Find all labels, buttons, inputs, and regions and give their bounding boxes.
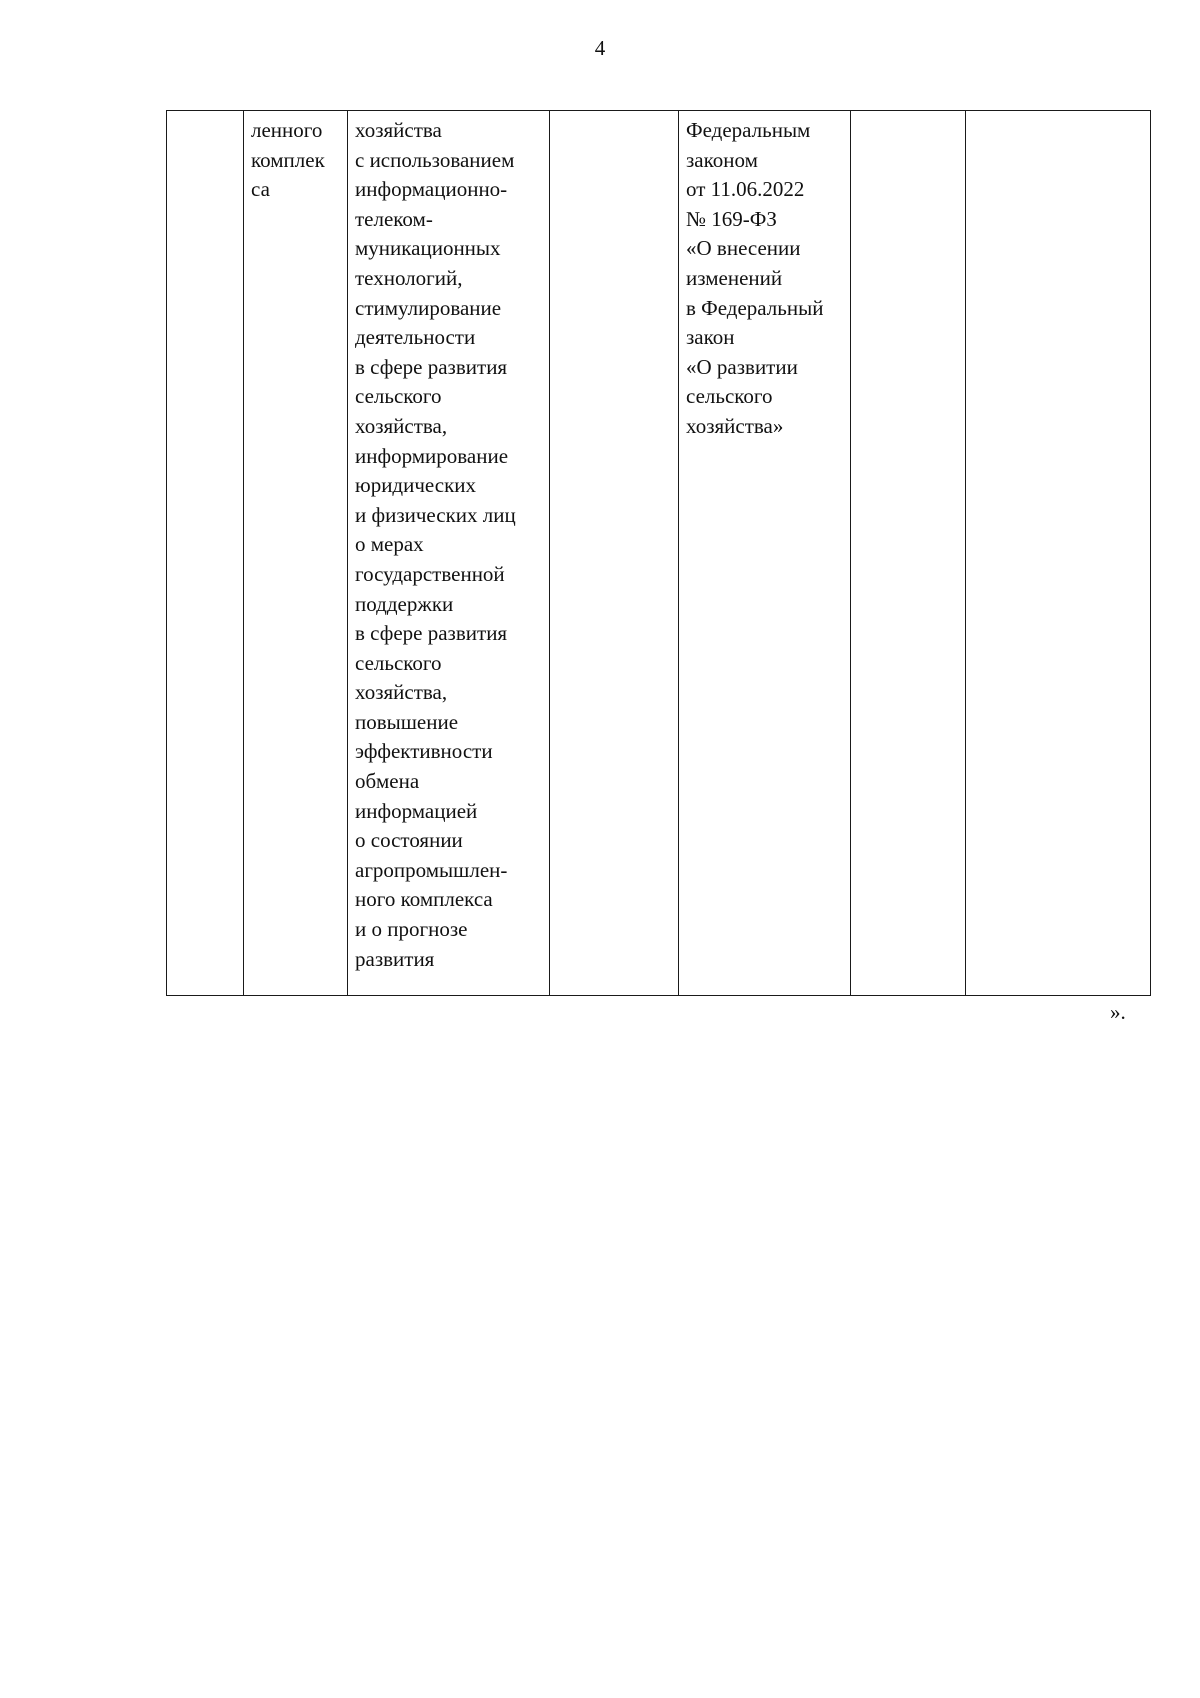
cell-text-line: агропромышлен- — [355, 857, 508, 882]
cell-text-line: технологий, — [355, 265, 463, 290]
cell-text-line: са — [251, 177, 270, 202]
table-cell-col1 — [167, 111, 244, 996]
cell-text-line: от 11.06.2022 — [686, 177, 805, 202]
document-table — [166, 110, 1151, 996]
cell-text-line: в сфере развития — [355, 354, 508, 379]
cell-text-line: «О развитии — [686, 354, 798, 379]
cell-text-line: юридических — [355, 473, 477, 498]
cell-text-line: развития — [355, 946, 435, 971]
cell-text-line: о состоянии — [355, 828, 463, 853]
table-cell-col3 — [348, 111, 550, 996]
table-row — [167, 111, 1151, 996]
table-cell-col5 — [679, 111, 851, 996]
cell-text-line: сельского — [355, 384, 442, 409]
table-cell-col2 — [244, 111, 348, 996]
table-cell-col6 — [851, 111, 966, 996]
closing-quote: ». — [1110, 1000, 1126, 1024]
cell-text-line: хозяйства» — [686, 413, 784, 438]
page-number: 4 — [594, 36, 606, 60]
cell-text-line: изменений — [686, 265, 783, 290]
cell-text-line: хозяйства, — [355, 680, 448, 705]
cell-text-line: хозяйства, — [355, 413, 448, 438]
cell-text-line: в Федеральный — [686, 295, 824, 320]
cell-text-line: повышение — [355, 709, 459, 734]
cell-text-line: закон — [686, 325, 735, 350]
cell-text-line: информирование — [355, 443, 509, 468]
cell-text-line: № 169-ФЗ — [686, 206, 777, 231]
cell-text-line: с использованием — [355, 147, 515, 172]
cell-text-line: деятельности — [355, 325, 476, 350]
cell-text-line: ленного — [251, 118, 323, 142]
cell-text-line: Федеральным — [686, 118, 811, 142]
cell-text-line: телеком- — [355, 206, 433, 231]
cell-text-line: и физических лиц — [355, 502, 516, 527]
cell-text-line: в сфере развития — [355, 621, 508, 646]
cell-text-line: обмена — [355, 769, 420, 794]
table-cell-col4 — [550, 111, 679, 996]
table-cell-col7 — [966, 111, 1151, 996]
cell-text-line: законом — [686, 147, 758, 172]
cell-text-line: комплек — [251, 147, 325, 172]
cell-text-line: эффективности — [355, 739, 493, 764]
cell-text-line: хозяйства — [355, 118, 442, 142]
cell-text-line: информационно- — [355, 177, 508, 202]
cell-text-line: ного комплекса — [355, 887, 493, 912]
cell-text-line: и о прогнозе — [355, 917, 468, 942]
cell-text-line: муникационных — [355, 236, 501, 261]
cell-text-line: государственной — [355, 561, 505, 586]
cell-text-line: «О внесении — [686, 236, 801, 261]
cell-text-line: стимулирование — [355, 295, 502, 320]
cell-text-line: поддержки — [355, 591, 454, 616]
cell-text-line: сельского — [686, 384, 773, 409]
cell-text-line: о мерах — [355, 532, 424, 557]
cell-text-line: сельского — [355, 650, 442, 675]
cell-text-line: информацией — [355, 798, 478, 823]
